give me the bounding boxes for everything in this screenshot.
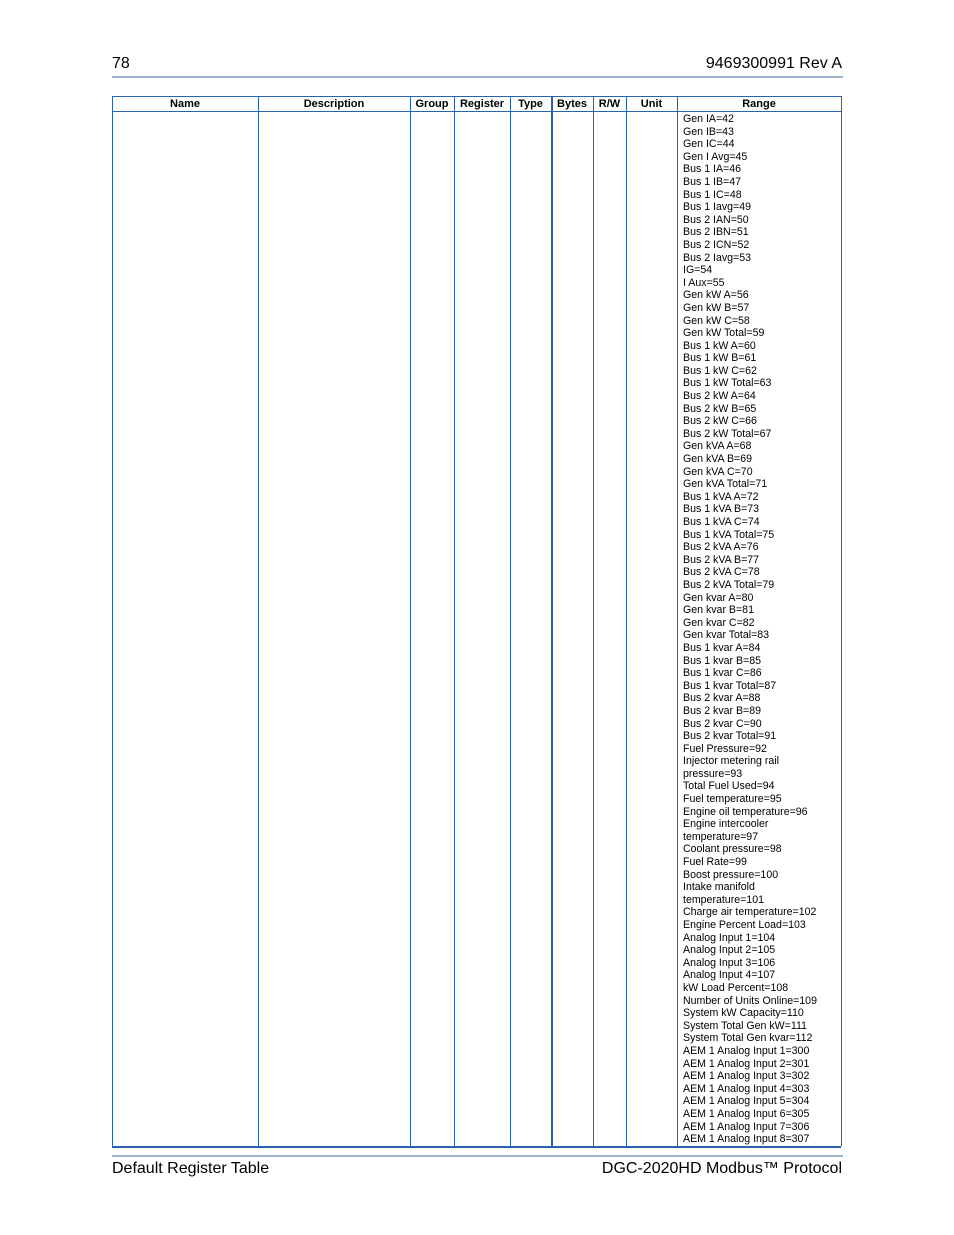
range-line: kW Load Percent=108 [683, 981, 789, 994]
footer-rule [112, 1155, 843, 1157]
range-line: AEM 1 Analog Input 8=307 [683, 1133, 810, 1146]
column-divider [112, 97, 113, 1146]
range-line: Gen IB=43 [683, 125, 734, 138]
range-line: Bus 2 kvar C=90 [683, 717, 762, 730]
range-line: Bus 2 IAN=50 [683, 213, 749, 226]
range-line: Bus 2 kVA B=77 [683, 553, 760, 566]
range-line: Bus 2 Iavg=53 [683, 251, 752, 264]
range-line: Engine oil temperature=96 [683, 805, 808, 818]
range-line: System kW Capacity=110 [683, 1007, 804, 1020]
range-line: Bus 2 kvar Total=91 [683, 730, 777, 743]
register-table [112, 96, 842, 1146]
range-line: System Total Gen kW=111 [683, 1019, 807, 1032]
range-line: Bus 2 kVA Total=79 [683, 578, 775, 591]
range-line: Bus 1 Iavg=49 [683, 201, 752, 214]
range-line: Bus 1 kVA A=72 [683, 490, 759, 503]
range-line: Engine Percent Load=103 [683, 919, 806, 931]
range-line: Gen kW Total=59 [683, 327, 765, 340]
range-line: pressure=93 [683, 767, 743, 780]
range-line: AEM 1 Analog Input 3=302 [683, 1070, 810, 1083]
table-bottom-rule [112, 1146, 841, 1148]
range-line: Bus 1 kVA Total=75 [683, 528, 775, 541]
range-line: Bus 2 kW Total=67 [683, 427, 772, 440]
range-line: Bus 1 IA=46 [683, 163, 742, 176]
range-line: Gen kvar A=80 [683, 591, 754, 604]
range-line: System Total Gen kvar=112 [683, 1032, 813, 1045]
range-line: Engine intercooler [683, 818, 769, 831]
range-line: Gen kvar B=81 [683, 604, 754, 617]
range-line: Bus 1 kvar A=84 [683, 641, 761, 654]
column-divider [454, 97, 455, 1146]
header-rule [112, 76, 843, 78]
range-line: Analog Input 3=106 [683, 956, 776, 969]
column-divider [593, 97, 594, 1146]
range-line: Bus 1 kW A=60 [683, 339, 756, 352]
range-line: Analog Input 2=105 [683, 944, 776, 957]
range-line: Fuel temperature=95 [683, 793, 782, 806]
range-line: Bus 2 kVA C=78 [683, 566, 760, 579]
col-header-description: Description [303, 98, 365, 110]
range-line: Coolant pressure=98 [683, 843, 782, 856]
range-line: AEM 1 Analog Input 4=303 [683, 1082, 810, 1095]
col-header-type: Type [518, 98, 543, 110]
column-divider [510, 97, 511, 1146]
range-line: Fuel Rate=99 [683, 856, 747, 869]
range-line: Bus 1 kVA C=74 [683, 516, 760, 528]
range-line: Gen kW C=58 [683, 314, 750, 327]
range-line: Total Fuel Used=94 [683, 780, 775, 793]
range-line: Boost pressure=100 [683, 868, 779, 881]
range-line: Bus 2 kW A=64 [683, 390, 756, 403]
range-line: Bus 1 kVA B=73 [683, 503, 760, 516]
range-line: Gen kW A=56 [683, 289, 749, 302]
range-line: Bus 1 kW B=61 [683, 352, 757, 365]
range-line: I Aux=55 [683, 276, 725, 289]
range-line: Gen IC=44 [683, 138, 735, 151]
range-cell [683, 113, 841, 1146]
range-line: temperature=97 [683, 830, 759, 843]
range-line: Analog Input 4=107 [683, 969, 776, 982]
range-line: temperature=101 [683, 893, 764, 906]
range-line: AEM 1 Analog Input 1=300 [683, 1044, 810, 1057]
range-line: Bus 2 kvar A=88 [683, 692, 761, 705]
range-line: Number of Units Online=109 [683, 994, 817, 1007]
footer-product-name: DGC-2020HD Modbus™ Protocol [601, 1160, 842, 1177]
range-line: Bus 1 kvar B=85 [683, 654, 762, 667]
range-line: IG=54 [683, 264, 713, 277]
col-header-group: Group [415, 98, 449, 110]
range-line: Gen I Avg=45 [683, 150, 748, 163]
range-line: AEM 1 Analog Input 2=301 [683, 1057, 810, 1070]
range-line: Gen kVA A=68 [683, 440, 752, 453]
range-line: AEM 1 Analog Input 5=304 [683, 1095, 810, 1108]
range-line: Bus 2 kW B=65 [683, 402, 757, 415]
column-divider [677, 97, 678, 1146]
range-line: Injector metering rail [683, 755, 779, 768]
range-line: Gen kW B=57 [683, 301, 750, 314]
range-line: Gen kvar Total=83 [683, 629, 770, 642]
range-line: Bus 1 IC=48 [683, 188, 742, 201]
range-line: Bus 2 IBN=51 [683, 226, 749, 239]
range-line: Fuel Pressure=92 [683, 742, 767, 755]
range-line: Intake manifold [683, 881, 755, 894]
page-number: 78 [112, 55, 130, 72]
range-line: Bus 1 kvar C=86 [683, 667, 762, 680]
range-line: Gen kVA B=69 [683, 453, 753, 466]
column-divider [258, 97, 259, 1146]
range-line: AEM 1 Analog Input 6=305 [683, 1107, 810, 1120]
footer-section-title: Default Register Table [112, 1160, 270, 1177]
col-header-bytes: Bytes [557, 98, 587, 110]
range-line: Bus 1 kW Total=63 [683, 377, 772, 390]
col-header-unit: Unit [640, 98, 663, 110]
range-line: Bus 1 IB=47 [683, 175, 742, 188]
col-header-name: Name [170, 98, 200, 110]
range-line: Bus 1 kW C=62 [683, 364, 757, 377]
range-line: Gen kVA C=70 [683, 465, 753, 478]
range-line: Gen IA=42 [683, 113, 734, 125]
range-line: Bus 2 kvar B=89 [683, 704, 762, 717]
range-line: Analog Input 1=104 [683, 931, 776, 944]
col-header-rw: R/W [598, 98, 621, 110]
column-divider [626, 97, 627, 1146]
document-id: 9469300991 Rev A [705, 55, 842, 72]
range-line: AEM 1 Analog Input 7=306 [683, 1120, 810, 1133]
column-divider [551, 97, 553, 1146]
range-line: Bus 1 kvar Total=87 [683, 679, 777, 692]
col-header-range: Range [742, 98, 776, 110]
col-header-register: Register [459, 98, 505, 110]
range-line: Gen kVA Total=71 [683, 478, 768, 491]
range-line: Gen kvar C=82 [683, 616, 755, 629]
range-line: Bus 2 kVA A=76 [683, 541, 759, 554]
range-line: Bus 2 ICN=52 [683, 238, 750, 251]
range-line: Bus 2 kW C=66 [683, 415, 757, 428]
column-divider [410, 97, 411, 1146]
range-line: Charge air temperature=102 [683, 906, 817, 919]
